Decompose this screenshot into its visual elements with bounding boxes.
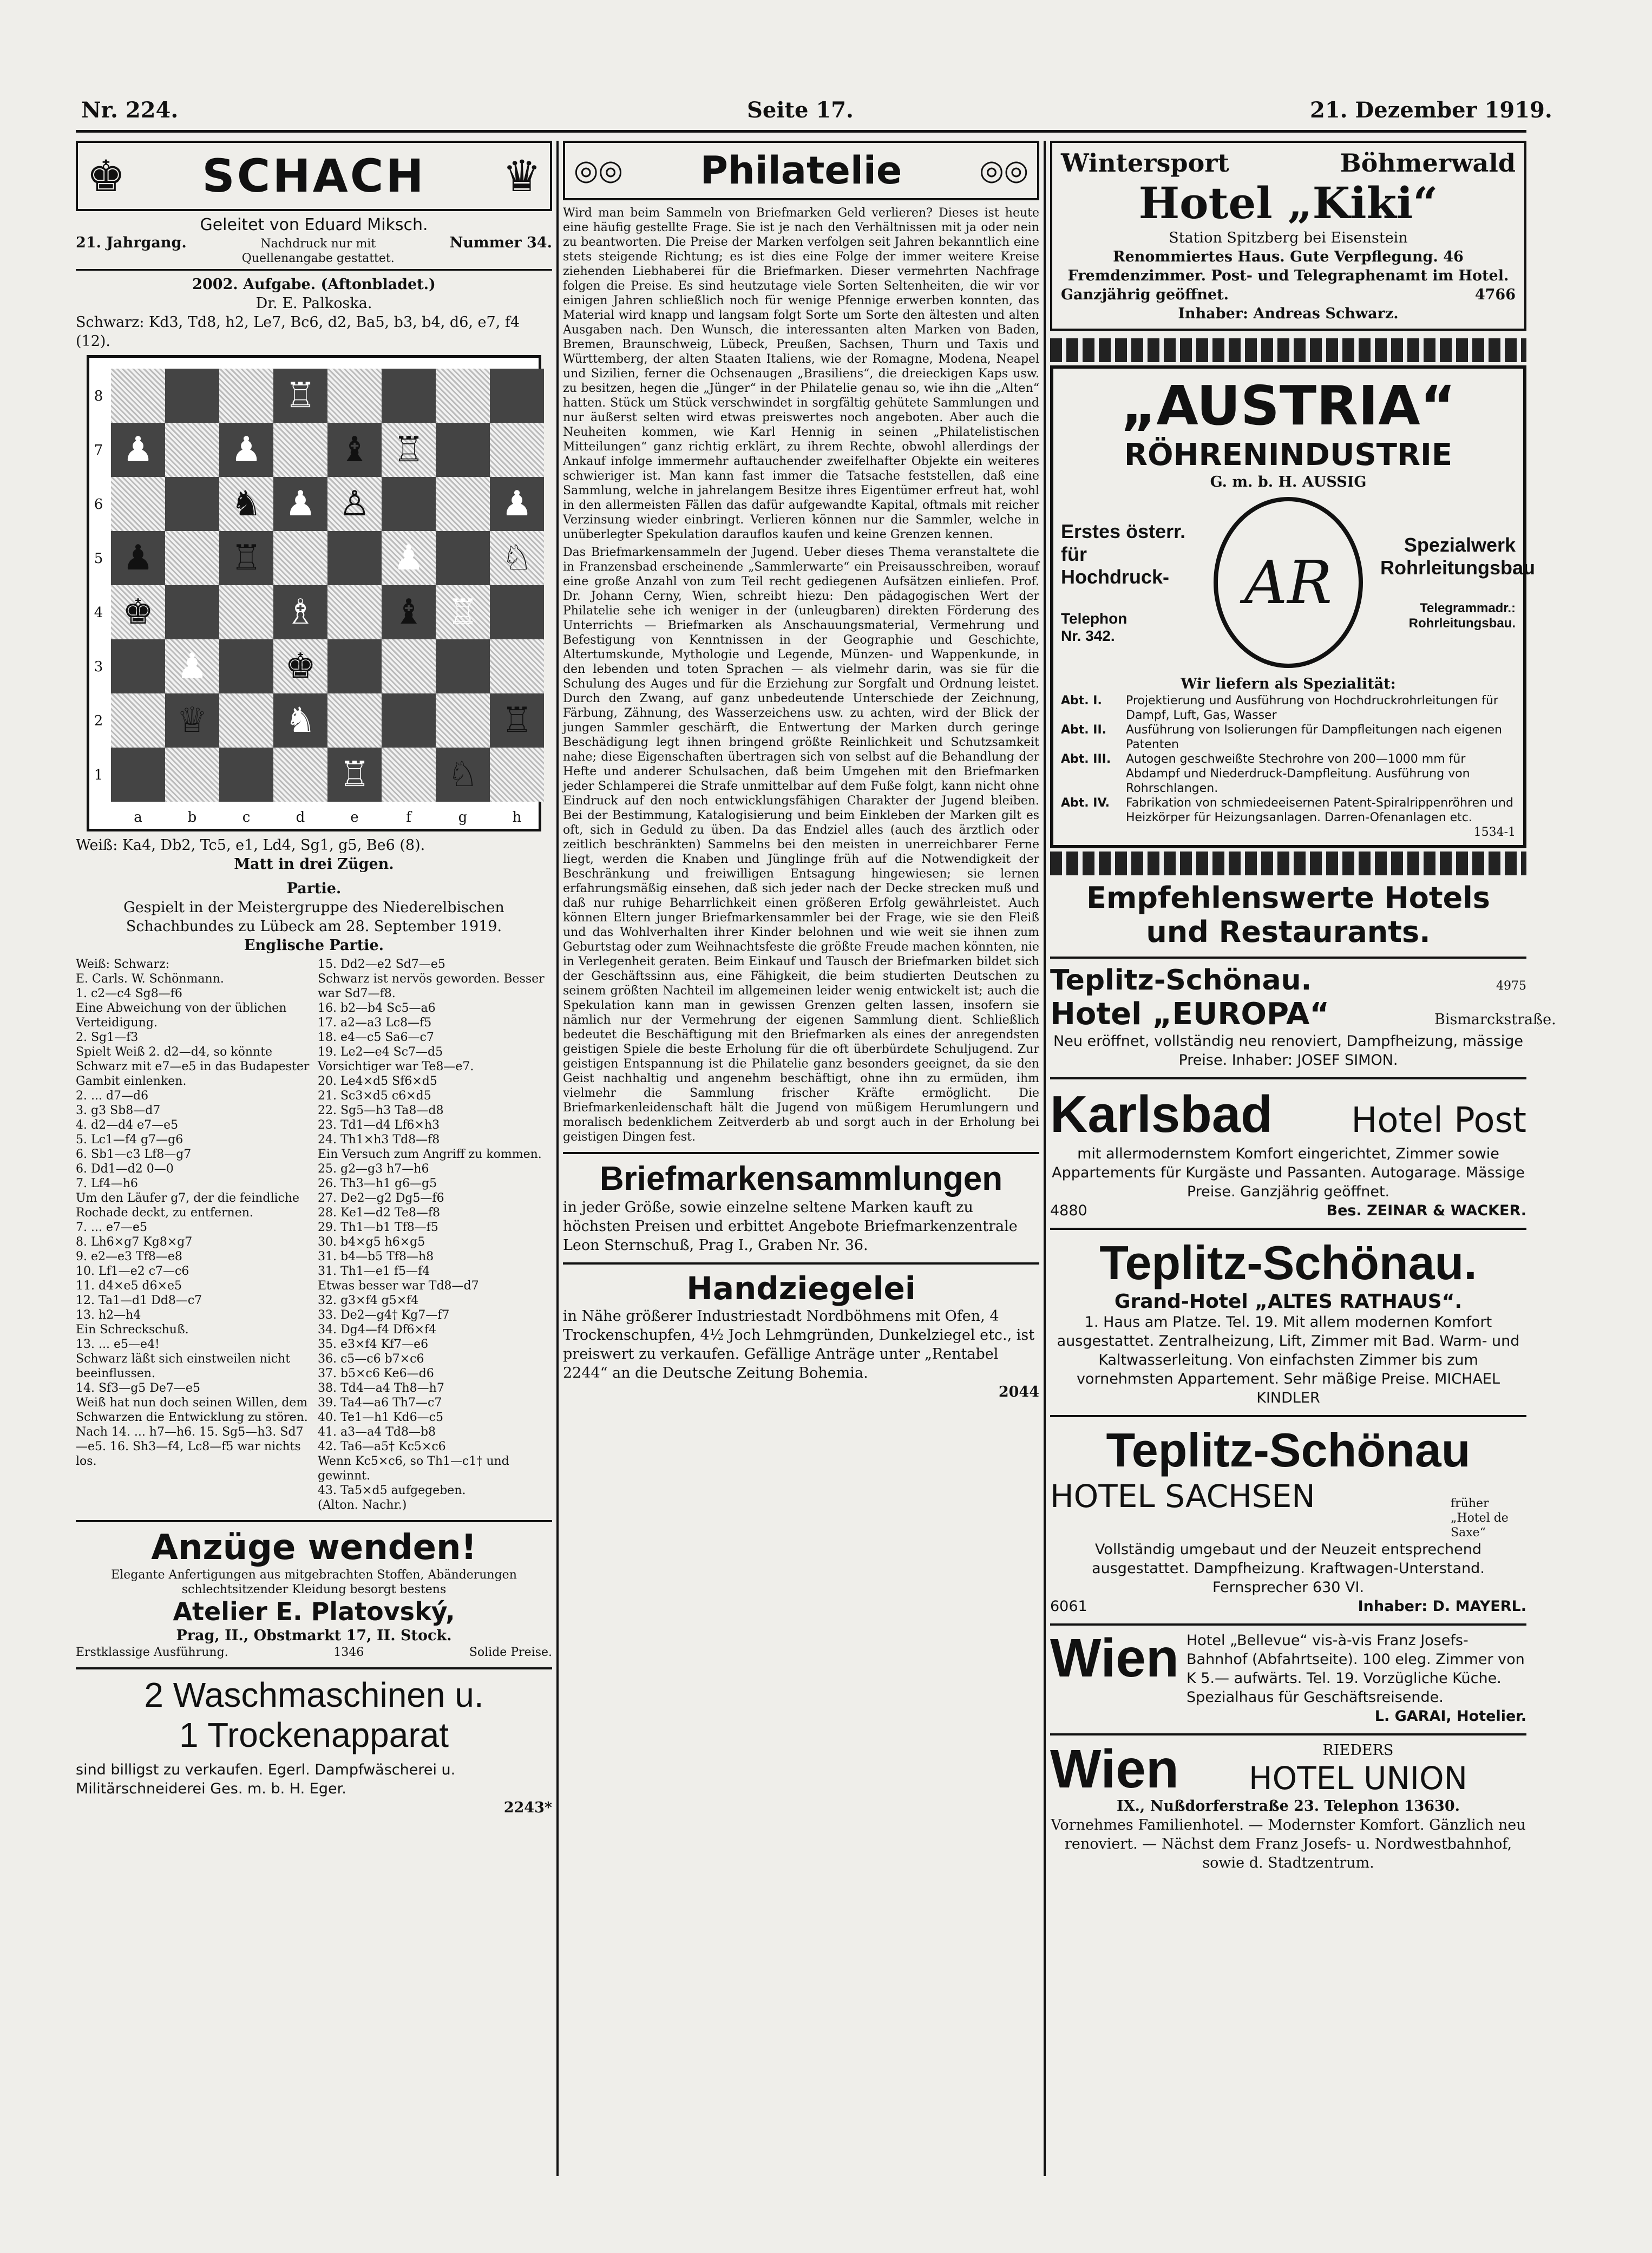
move-line: 15. Dd2—e2 Sd7—e5 — [318, 958, 445, 971]
ad-sachsen-city: Teplitz-Schönau — [1106, 1423, 1471, 1477]
chess-piece: ♟ — [231, 430, 262, 470]
move-line: 18. e4—c5 Sa6—c7 — [318, 1031, 434, 1044]
chess-piece: ♘ — [501, 538, 533, 578]
move-line: 36. c5—c6 b7×c6 — [318, 1352, 424, 1366]
ad-karlsbad-city: Karlsbad — [1050, 1085, 1273, 1143]
board-square — [219, 693, 273, 748]
board-square — [165, 369, 219, 423]
board-file-label: d — [296, 809, 305, 826]
move-line: 12. Ta1—d1 Dd8—c7 — [76, 1294, 202, 1307]
board-square — [382, 693, 436, 748]
ad-ziegelei-title: Handziegelei — [686, 1270, 916, 1307]
ad-bellevue-city: Wien — [1050, 1628, 1179, 1688]
move-line: 31. Th1—e1 f5—f4 — [318, 1265, 430, 1278]
ad-europa-name: Hotel „EUROPA“ — [1050, 997, 1330, 1032]
ad-europa-name-row — [1050, 997, 1556, 1032]
board-square — [111, 477, 165, 531]
board-square — [165, 477, 219, 531]
ad-austria-left1: Erstes österr. — [1061, 520, 1186, 542]
move-line: 24. Th1×h3 Td8—f8 — [318, 1133, 440, 1147]
chess-piece: ♟ — [393, 538, 424, 578]
chess-piece: ♖ — [285, 376, 316, 416]
board-square — [382, 639, 436, 693]
board-square — [490, 369, 544, 423]
ad-rathaus-name: Grand-Hotel „ALTES RATHAUS“. — [1114, 1291, 1463, 1313]
board-square — [327, 585, 382, 639]
board-square — [436, 477, 490, 531]
chess-piece: ♖ — [339, 755, 370, 795]
ad-hotel-post — [1050, 1077, 1526, 1220]
ad-anzuege-foot-num: 1346 — [333, 1646, 364, 1659]
move-line: 8. Lh6×g7 Kg8×g7 — [76, 1235, 193, 1249]
ad-sachsen-name-row — [1050, 1478, 1526, 1540]
ad-karlsbad-top — [1050, 1085, 1526, 1144]
board-square — [490, 748, 544, 802]
ad-austria-tele-label: Telegrammadr.: — [1420, 601, 1516, 615]
ad-kiki-top-right: Böhmerwald — [1340, 148, 1516, 178]
move-line: E. Carls. W. Schönmann. — [76, 972, 224, 986]
philately-ornament-icon: ◎◎ — [979, 154, 1028, 187]
issue-date: 21. Dezember 1919. — [1310, 97, 1552, 123]
philately-title-box — [563, 141, 1039, 200]
partie-heading: Partie. — [286, 880, 342, 897]
ad-austria-right — [1380, 534, 1535, 631]
chess-number: Nummer 34. — [449, 234, 552, 251]
move-line: Ein Versuch zum Angriff zu kommen. — [318, 1148, 542, 1161]
board-square — [219, 639, 273, 693]
move-line: 7. Lf4—h6 — [76, 1177, 138, 1190]
chess-piece: ♞ — [285, 700, 316, 741]
ad-anzuege-foot-left: Erstklassige Ausführung. — [76, 1646, 228, 1659]
move-line: Eine Abweichung von der üblichen Verteidigung. — [76, 1001, 287, 1030]
move-line: 27. De2—g2 Dg5—f6 — [318, 1191, 444, 1205]
board-square — [382, 748, 436, 802]
chess-piece: ♚ — [122, 592, 154, 632]
board-square — [490, 423, 544, 477]
board-square — [490, 585, 544, 639]
move-line: 28. Ke1—d2 Te8—f8 — [318, 1206, 441, 1220]
ad-kiki-top-left: Wintersport — [1061, 148, 1229, 178]
move-line: Etwas besser war Td8—d7 — [318, 1279, 479, 1293]
move-line: 2. ... d7—d6 — [76, 1089, 149, 1103]
board-square — [111, 693, 165, 748]
ad-austria-phone-label: Telephon — [1061, 610, 1127, 627]
board-square — [165, 531, 219, 585]
ad-austria-item — [1061, 796, 1516, 825]
ad-union-city: Wien — [1050, 1738, 1179, 1799]
chess-title-box — [76, 141, 552, 211]
philately-article-1: Wird man beim Sammeln von Briefmarken Geld verlieren? Dieses ist heute eine häufig gestellte Frage. Sie ist je nach den Verhältnissen mit ja oder nein zu beantworten. Die Preise der Marken verfolgen seit Jahren bekanntlich eine stets steigende Richtung; es ist dies eine Folge der immer weitere Kreise ziehenden Liebhaberei für die Briefmarken. Dieser vermehrten Nachfrage folgen die Preise. Es sind heutzutage viele Sorten Seltenheiten, die wir vor einigen Jahren schließlich noch für wenige Pfennige erwerben konnten, das Material wird knapp und langsam folgt Sorte um Sorte den ältesten und alten Ausgaben nach. Den Wunsch, die interessanten alten Marken von Baden, Bremen, Braunschweig, Lübeck, Preußen, Sachsen, Thurn und Taxis und Württemberg, der alten Staaten Italiens, wie der Romagne, Modena, Neapel und Sizilien, ferner die Ochsenaugen „Brasiliens“, die dreieckigen Kaps usw. zu besitzen, hegen die „Jünger“ in der Philatelie genau so, wie ihn die „Alten“ hatten. Stück um Stück verschwindet in sorgfältig gehütete Sammlungen und nur äußerst selten wird etwas preiswertes noch angeboten. Aber auch die Neuheiten kommen, wie Karl Hennig in seinen „Philatelistischen Mitteilungen“ ganz richtig erklärt, zu ihrem Rechte, obwohl allerdings der Ankauf infolge immermehr auftauchender zweifelhafter Objekte ein weiteres schwieriger ist. Man kann fast immer die Tatsache feststellen, daß eine Sammlung, welche in jahrelangem Besitze ihres Eigentümer erfreut hat, wohl in den allermeisten Fällen das dafür aufgewandte Kapital, oftmals mit reicher Verzinsung wieder einbringt. Verlieren können nur die Sammler, welche in unüberlegter Spekulation darauflos kaufen und keine Grenzen kennen. — [563, 206, 1039, 541]
ad-rathaus-city: Teplitz-Schönau. — [1099, 1236, 1477, 1289]
ad-austria-sub: RÖHRENINDUSTRIE — [1124, 437, 1453, 473]
move-line: 30. b4×g5 h6×g5 — [318, 1235, 425, 1249]
ad-anzuege — [76, 1520, 552, 1660]
ad-austria-title: „AUSTRIA“ — [1120, 374, 1456, 437]
ad-karlsbad-name: Hotel Post — [1351, 1101, 1526, 1141]
ad-austria-tele: Rohrleitungsbau. — [1408, 616, 1516, 631]
ad-austria-item-text: Fabrikation von schmiedeeisernen Patent-Spiralrippenröhren und Heizkörper für Heizungsanlagen. Darren-Ofenanlagen etc. — [1126, 796, 1513, 824]
move-line: 40. Te1—h1 Kd6—c5 — [318, 1411, 443, 1424]
ad-sachsen-owner: Inhaber: D. MAYERL. — [1358, 1598, 1526, 1615]
board-square — [436, 369, 490, 423]
ad-sachsen-name: HOTEL SACHSEN — [1050, 1478, 1315, 1515]
partie-intro: Gespielt in der Meistergruppe des Niederelbischen Schachbundes zu Lübeck am 28. September 1919. — [123, 899, 504, 935]
page-number: Seite 17. — [747, 97, 854, 123]
board-rank-label: 8 — [94, 388, 103, 404]
board-square — [327, 639, 382, 693]
ad-austria-item-text: Autogen geschweißte Stechrohre von 200—1000 mm für Abdampf und Niederdruck-Dampfleitung. Ausführung von Rohrschlangen. — [1126, 752, 1470, 795]
chess-piece: ♘ — [447, 755, 478, 795]
board-square — [165, 748, 219, 802]
ad-hotel-kiki — [1050, 141, 1526, 331]
ad-bellevue-body — [1186, 1631, 1526, 1726]
hotels-heading-line1: Empfehlenswerte Hotels — [1086, 881, 1490, 915]
ad-kiki-name: Hotel „Kiki“ — [1138, 178, 1438, 228]
move-line: Spielt Weiß 2. d2—d4, so könnte Schwarz mit e7—e5 in das Budapester Gambit einlenken. — [76, 1045, 310, 1088]
opening-name: Englische Partie. — [244, 937, 384, 954]
ad-austria-box — [1050, 365, 1535, 848]
chess-piece: ♟ — [122, 430, 154, 470]
ad-union-text: Vornehmes Familienhotel. — Modernster Komfort. Gänzlich neu renoviert. — Nächst dem Franz Josefs- u. Nordwestbahnhof, sowie d. Stadtzentrum. — [1051, 1817, 1526, 1871]
move-line: 13. ... e5—e4! — [76, 1338, 160, 1351]
board-square — [327, 693, 382, 748]
chess-editor: Geleitet von Eduard Miksch. — [200, 215, 428, 234]
ad-europa-top — [1050, 964, 1526, 997]
chess-piece: ♞ — [231, 484, 262, 524]
move-line: 22. Sg5—h3 Ta8—d8 — [318, 1104, 444, 1117]
ad-europa-text: Neu eröffnet, vollständig neu renoviert, Dampfheizung, mässige Preise. Inhaber: JOSEF SIMON. — [1053, 1033, 1523, 1069]
ad-anzuege-firm: Atelier E. Platovský, — [173, 1597, 455, 1626]
ad-kiki-text: Renommiertes Haus. Gute Verpflegung. 46 Fremdenzimmer. Post- und Telegraphenamt im Hotel. — [1067, 248, 1509, 284]
ad-kiki-open-row — [1061, 285, 1516, 304]
chess-piece: ♖ — [393, 430, 424, 470]
board-square — [327, 369, 382, 423]
ad-union-owner: RIEDERS — [1322, 1742, 1394, 1759]
black-pieces: Schwarz: Kd3, Td8, h2, Le7, Bc6, d2, Ba5, b3, b4, d6, e7, f4 (12). — [76, 314, 520, 350]
chess-board — [87, 355, 541, 831]
move-line: Schwarz läßt sich einstweilen nicht beeinflussen. — [76, 1352, 291, 1380]
ad-bellevue-text: Hotel „Bellevue“ vis-à-vis Franz Josefs-Bahnhof (Abfahrtseite). 100 eleg. Zimmer von K 5.— aufwärts. Tel. 19. Vorzügliche Küche. Spezialhaus für Geschäftsreisende. — [1186, 1632, 1525, 1706]
board-square — [111, 748, 165, 802]
board-file-label: b — [187, 809, 197, 826]
ad-wasch-line1: 2 Waschmaschinen u. — [144, 1675, 484, 1714]
ad-austria-item — [1061, 752, 1516, 796]
ad-briefmarken-title: Briefmarkensammlungen — [599, 1160, 1003, 1197]
chess-piece: ♙ — [339, 484, 370, 524]
problem-author: Dr. E. Palkoska. — [255, 295, 372, 312]
chess-piece: ♖ — [231, 538, 262, 578]
ad-hotel-europa — [1050, 957, 1556, 1070]
philately-ornament-icon: ◎◎ — [574, 154, 623, 187]
move-line: Schwarz ist nervös geworden. Besser war Sd7—f8. — [318, 972, 545, 1000]
board-rank-label: 7 — [94, 442, 103, 459]
philately-title: Philatelie — [700, 148, 902, 193]
chess-reprint: Nachdruck nur mit Quellenangabe gestattet. — [241, 237, 395, 265]
chess-piece: ♝ — [393, 592, 424, 632]
move-line: 2. Sg1—f3 — [76, 1031, 139, 1044]
ad-kiki-top — [1061, 148, 1516, 178]
ad-kiki-owner: Inhaber: Andreas Schwarz. — [1178, 305, 1399, 322]
board-square — [436, 531, 490, 585]
ad-union-name-block — [1190, 1741, 1526, 1797]
ad-union-name: HOTEL UNION — [1248, 1760, 1468, 1797]
ad-austria-logo: AR — [1214, 497, 1363, 668]
moves-left-column — [76, 957, 310, 1512]
board-rank-label: 6 — [94, 496, 103, 513]
board-square — [219, 748, 273, 802]
ad-hotel-bellevue — [1050, 1623, 1526, 1726]
move-line: 32. g3×f4 g5×f4 — [318, 1294, 419, 1307]
ad-europa-street: Bismarckstraße. — [1434, 1011, 1556, 1028]
move-line: 19. Le2—e4 Sc7—d5 — [318, 1045, 443, 1059]
board-file-label: c — [242, 809, 251, 826]
ad-briefmarken — [563, 1152, 1039, 1255]
mate-condition: Matt in drei Zügen. — [234, 856, 394, 873]
ad-austria-left — [1061, 520, 1196, 645]
move-line: Ein Schreckschuß. — [76, 1323, 189, 1337]
board-file-label: e — [350, 809, 359, 826]
move-line: 37. b5×c6 Ke6—d6 — [318, 1367, 434, 1380]
move-line: 3. g3 Sb8—d7 — [76, 1104, 161, 1117]
game-moves — [76, 957, 552, 1512]
ad-austria-left2: für Hochdruck- — [1061, 543, 1170, 588]
board-square — [382, 477, 436, 531]
ads-column — [1050, 141, 1556, 2172]
move-line: 7. ... e7—e5 — [76, 1221, 147, 1234]
ad-austria-middle — [1061, 497, 1535, 668]
ad-union-top — [1050, 1738, 1526, 1799]
ad-karlsbad-num: 4880 — [1050, 1202, 1087, 1219]
move-line: 4. d2—d4 e7—e5 — [76, 1118, 179, 1132]
move-line: 11. d4×e5 d6×e5 — [76, 1279, 182, 1293]
move-line: Um den Läufer g7, der die feindliche Rochade deckt, zu entfernen. — [76, 1191, 300, 1220]
chess-piece: ♟ — [176, 646, 208, 686]
philately-column — [563, 141, 1039, 2172]
ad-kiki-station: Station Spitzberg bei Eisenstein — [1169, 230, 1408, 246]
move-line: 25. g2—g3 h7—h6 — [318, 1162, 429, 1176]
board-rank-label: 3 — [94, 659, 103, 675]
board-square — [273, 423, 327, 477]
chess-piece: ♕ — [176, 700, 208, 741]
ad-karlsbad-text: mit allermodernstem Komfort eingerichtet, Zimmer sowie Appartements für Kurgäste und Passanten. Autogarage. Mässige Preise. Ganzjährig geöffnet. — [1052, 1145, 1525, 1200]
move-line: 33. De2—g4† Kg7—f7 — [318, 1308, 450, 1322]
ad-austria — [1050, 338, 1535, 875]
move-line: 34. Dg4—f4 Df6×f4 — [318, 1323, 437, 1337]
white-pieces: Weiß: Ka4, Db2, Tc5, e1, Ld4, Sg1, g5, Be6 (8). — [76, 837, 425, 854]
chess-column — [76, 141, 552, 2172]
hotels-heading-line2: und Restaurants. — [1146, 915, 1431, 949]
ad-rathaus-text: 1. Haus am Platze. Tel. 19. Mit allem modernen Komfort ausgestattet. Zentralheizung, Lift, Zimmer mit Bad. Warm- und Kaltwasserleitung. Von einfachsten Zimmer bis zum vornehmsten Appartement. Sehr mäßige Preise. MICHAEL KINDLER — [1057, 1314, 1520, 1406]
issue-number: Nr. 224. — [81, 97, 179, 123]
move-line: 14. Sf3—g5 De7—e5 — [76, 1381, 200, 1395]
chess-piece: ♚ — [285, 646, 316, 686]
ad-austria-item — [1061, 723, 1516, 752]
chess-queen-icon: ♛ — [502, 150, 541, 201]
ad-sachsen-num: 6061 — [1050, 1598, 1087, 1615]
move-line: 17. a2—a3 Lc8—f5 — [318, 1016, 432, 1030]
ornament-border — [1050, 852, 1526, 875]
move-line: 29. Th1—b1 Tf8—f5 — [318, 1221, 438, 1234]
ad-europa-city: Teplitz-Schönau. — [1050, 964, 1312, 997]
ad-altes-rathaus — [1050, 1228, 1526, 1407]
ad-austria-right1: Spezialwerk — [1404, 534, 1516, 556]
column-rule — [556, 141, 559, 2176]
chess-piece: ♟ — [122, 538, 154, 578]
move-line: 10. Lf1—e2 c7—c6 — [76, 1265, 189, 1278]
ad-anzuege-foot-right: Solide Preise. — [469, 1646, 552, 1659]
chess-title: SCHACH — [202, 149, 426, 202]
ad-austria-item-label: Abt. II. — [1061, 723, 1107, 737]
board-square — [273, 531, 327, 585]
chess-piece: ♗ — [285, 592, 316, 632]
chess-piece: ♖ — [447, 592, 478, 632]
ad-anzuege-title: Anzüge wenden! — [151, 1528, 477, 1568]
header-rule — [76, 130, 1526, 133]
move-line: Wenn Kc5×c6, so Th1—c1† und gewinnt. — [318, 1455, 509, 1483]
ad-austria-item-label: Abt. IV. — [1061, 796, 1110, 810]
move-line: 1. c2—c4 Sg8—f6 — [76, 987, 182, 1000]
move-line: 35. e3×f4 Kf7—e6 — [318, 1338, 429, 1351]
ad-sachsen-foot — [1050, 1597, 1526, 1616]
board-square — [219, 369, 273, 423]
ad-waschmaschinen — [76, 1667, 552, 1817]
board-square — [327, 531, 382, 585]
board-rank-label: 4 — [94, 605, 103, 621]
ad-anzuege-addr: Prag, II., Obstmarkt 17, II. Stock. — [176, 1627, 452, 1644]
ad-union-addr: IX., Nußdorferstraße 23. Telephon 13630. — [1116, 1798, 1460, 1815]
ad-kiki-num: 4766 — [1474, 286, 1516, 303]
ad-hotel-union — [1050, 1733, 1526, 1872]
board-square — [436, 423, 490, 477]
ad-wasch-text: sind billigst zu verkaufen. Egerl. Dampfwäscherei u. Militärschneiderei Ges. m. b. H. Eger. — [76, 1761, 456, 1797]
move-line: 38. Td4—a4 Th8—h7 — [318, 1381, 444, 1395]
board-square — [436, 639, 490, 693]
ad-karlsbad-foot — [1050, 1201, 1526, 1220]
move-line: Weiß: Schwarz: — [76, 958, 170, 971]
ad-austria-list-head: Wir liefern als Spezialität: — [1181, 676, 1396, 692]
move-line: Vorsichtiger war Te8—e7. — [318, 1060, 474, 1073]
chess-king-icon: ♚ — [87, 150, 126, 201]
move-line: 20. Le4×d5 Sf6×d5 — [318, 1075, 437, 1088]
move-line: 16. b2—b4 Sc5—a6 — [318, 1001, 436, 1015]
board-square — [382, 369, 436, 423]
ad-wasch-num: 2243* — [503, 1799, 552, 1816]
ad-ziegelei-text: in Nähe größerer Industriestadt Nordböhmens mit Ofen, 4 Trockenschupfen, 4½ Joch Lehmgründen, Dunkelziegel etc., ist preiswert zu verkaufen. Gefällige Anträge unter „Rentabel 2244“ an die Deutsche Zeitung Bohemia. — [563, 1308, 1035, 1381]
ad-austria-phone: Nr. 342. — [1061, 627, 1115, 644]
ad-anzuege-foot — [76, 1645, 552, 1660]
column-rule — [1044, 141, 1046, 2176]
board-file-label: f — [406, 809, 411, 826]
ornament-border — [1050, 338, 1526, 362]
move-line: 21. Sc3×d5 c6×d5 — [318, 1089, 431, 1103]
move-line: 26. Th3—h1 g6—g5 — [318, 1177, 437, 1190]
ad-austria-item-text: Ausführung von Isolierungen für Dampfleitungen nach eigenen Patenten — [1126, 723, 1502, 751]
ad-hotel-sachsen — [1050, 1415, 1526, 1616]
move-line: 6. Sb1—c3 Lf8—g7 — [76, 1148, 192, 1161]
move-line: 39. Ta4—a6 Th7—c7 — [318, 1396, 442, 1410]
board-rank-label: 5 — [94, 551, 103, 567]
board-rank-label: 1 — [94, 767, 103, 783]
ad-europa-num: 4975 — [1496, 979, 1526, 993]
board-square — [111, 369, 165, 423]
move-line: 13. h2—h4 — [76, 1308, 141, 1322]
board-file-label: a — [134, 809, 142, 826]
chess-piece: ♖ — [501, 700, 533, 741]
move-line: 41. a3—a4 Td8—b8 — [318, 1425, 436, 1439]
chess-piece: ♟ — [285, 484, 316, 524]
move-line: 23. Td1—d4 Lf6×h3 — [318, 1118, 440, 1132]
ad-ziegelei — [563, 1262, 1039, 1401]
ad-austria-item-label: Abt. III. — [1061, 752, 1111, 766]
move-line: 31. b4—b5 Tf8—h8 — [318, 1250, 434, 1263]
move-line: (Alton. Nachr.) — [318, 1498, 407, 1512]
ad-sachsen-former: früher „Hotel de Saxe“ — [1451, 1497, 1509, 1540]
board-rank-label: 2 — [94, 713, 103, 729]
ad-austria-list — [1061, 693, 1516, 825]
move-line: 5. Lc1—f4 g7—g6 — [76, 1133, 183, 1147]
ad-austria-item-text: Projektierung und Ausführung von Hochdruckrohrleitungen für Dampf, Luft, Gas, Wasser — [1126, 694, 1498, 722]
chess-meta — [76, 234, 552, 271]
ad-briefmarken-text: in jeder Größe, sowie einzelne seltene Marken kauft zu höchsten Preisen und erbittet Angebote Briefmarkenzentrale Leon Sternschuß, Prag I., Graben Nr. 36. — [563, 1199, 1018, 1254]
ad-anzuege-sub: Elegante Anfertigungen aus mitgebrachten Stoffen, Abänderungen schlechtsitzender Kleidung besorgt bestens — [111, 1568, 517, 1596]
chess-year: 21. Jahrgang. — [76, 234, 187, 251]
moves-right-column — [318, 957, 552, 1512]
board-square — [111, 639, 165, 693]
chess-piece: ♟ — [501, 484, 533, 524]
board-file-label: g — [458, 809, 468, 826]
ad-austria-company: G. m. b. H. AUSSIG — [1210, 474, 1367, 490]
ad-wasch-line2: 1 Trockenapparat — [179, 1715, 449, 1754]
move-line: Weiß hat nun doch seinen Willen, dem Schwarzen die Entwicklung zu stören. Nach 14. ... h7—h6. 15. Sg5—h3. Sd7—e5. 16. Sh3—f4, Lc8—f5 war nichts los. — [76, 1396, 308, 1468]
problem-number: 2002. Aufgabe. (Aftonbladet.) — [192, 276, 436, 293]
ad-austria-num: 1534-1 — [1473, 826, 1516, 839]
ad-sachsen-text: Vollständig umgebaut und der Neuzeit entsprechend ausgestattet. Dampfheizung. Kraftwagen-Unterstand. Fernsprecher 630 VI. — [1092, 1541, 1485, 1596]
ad-austria-item-label: Abt. I. — [1061, 694, 1102, 708]
ad-austria-item — [1061, 693, 1516, 723]
board-square — [165, 585, 219, 639]
board-file-label: h — [512, 809, 522, 826]
move-line: 43. Ta5×d5 aufgegeben. — [318, 1484, 466, 1497]
move-line: 6. Dd1—d2 0—0 — [76, 1162, 174, 1176]
board-square — [490, 639, 544, 693]
ad-austria-right2: Rohrleitungsbau — [1380, 556, 1535, 579]
ad-kiki-open: Ganzjährig geöffnet. — [1061, 286, 1229, 303]
board-square — [436, 693, 490, 748]
board-square — [219, 585, 273, 639]
philately-article-2: Das Briefmarkensammeln der Jugend. Ueber dieses Thema veranstaltete die in Franzensbad erscheinende „Sammlerwarte“ ein Preisausschreiben, worauf eine große Anzahl von zum Teil recht gediegenen Aufsätzen einliefen. Prof. Dr. Johann Cerny, Wien, schreibt hiezu: Den pädagogischen Wert der Philatelie sehe ich weniger in der (unleugbaren) direkten Förderung des Unterrichts — Briefmarken als Anschauungsmaterial, Vermehrung und Befestigung von Kenntnissen in der Geographie und Geschichte, Altertumskunde, Mythologie und Legende, Münzen- und Wappenkunde, in den lebenden und toten Sprachen — als vielmehr darin, was sie für die Schulung des Auges und für die Erziehung zur Sorgfalt und Ordnung leistet. Durch den Zwang, auf ganz unbedeutende Unterschiede der Zeichnung, Färbung, Zähnung, des Wasserzeichens usw. zu achten, wird der Blick der jungen Sammler geschärft, die Entwertung der Marken durch geringe Beschädigung legt ihnen bringend größte Reinlichkeit und Schutzsamkeit nahe; diese Eigenschaften übertragen sich von selbst auf die Behandlung der Hefte und anderer Schulsachen, daß beim Umgehen mit den Briefmarken jeder Schlamperei die Strafe unmittelbar auf dem Fuße folgt, kann nicht ohne Eindruck auf den noch entwicklungsfähigen Charakter der Jugend bleiben. Bei der Bestimmung, Katalogisierung und beim Einkleben der Marken gilt es oft, sich in Geduld zu üben. Da das Endziel alles (auch des ärztlich oder zeitlich beschränkten) Sammelns bei den meisten in unerreichbarer Ferne liegt, werden die Knaben und Jünglinge früh auf die Notwendigkeit der Beschränkung und freiwilligen Entsagung hingewiesen; sie lernen erfahrungsmäßig einsehen, daß sich jeder nach der Decke strecken muß und daß nur ruhige Beharrlichkeit einen größeren Erfolg gewährleistet. Auch können Eltern junger Briefmarkensammler bei der Frage, wie sie den Fleiß und das Wohlverhalten ihrer Kinder belohnen und wie weit sie ihnen zum Geburtstag oder zum Weihnachtsfeste die größte Freude machen könnten, nie in Verlegenheit geraten. Beim Einkauf und Tausch der Briefmarken bildet sich der Geschäftssinn aus, eine Fähigkeit, die beim studierten Deutschen zu seinem größten Nachteil im allgemeinen leider wenig entwickelt ist; auch die Spekulation kann man in gewissen Grenzen gelten lassen, insofern sie nämlich nur der Vermehrung der eigenen Sammlung dient. Schließlich bedeutet die Beschäftigung mit den Briefmarken als eines der anregendsten geistigen Spiele die beste Erholung für die oft überbürdete Schuljugend. Zur geistigen Entspannung ist die Philatelie ganz besonders geeignet, da sie den Geist nachhaltig und angenehm beschäftigt, ohne ihn zu ermüden, ihm vielmehr die Sammlung frischer Kräfte ermöglicht. Die Briefmarkenleidenschaft hält die Jugend von müßigem Herumlungern und moralisch bedenklichem Zeitverderb ab und sorgt auch in der Erholung bei geistigen Dingen fest. — [563, 546, 1039, 1144]
ad-ziegelei-num: 2044 — [998, 1384, 1039, 1400]
ad-bellevue-owner: L. GARAI, Hotelier. — [1374, 1708, 1526, 1725]
hotels-heading — [1050, 881, 1526, 949]
board-square — [273, 748, 327, 802]
ad-karlsbad-owner: Bes. ZEINAR & WACKER. — [1326, 1202, 1526, 1219]
board-square — [165, 423, 219, 477]
move-line: 9. e2—e3 Tf8—e8 — [76, 1250, 182, 1263]
chess-piece: ♝ — [339, 430, 370, 470]
move-line: 42. Ta6—a5† Kc5×c6 — [318, 1440, 446, 1453]
